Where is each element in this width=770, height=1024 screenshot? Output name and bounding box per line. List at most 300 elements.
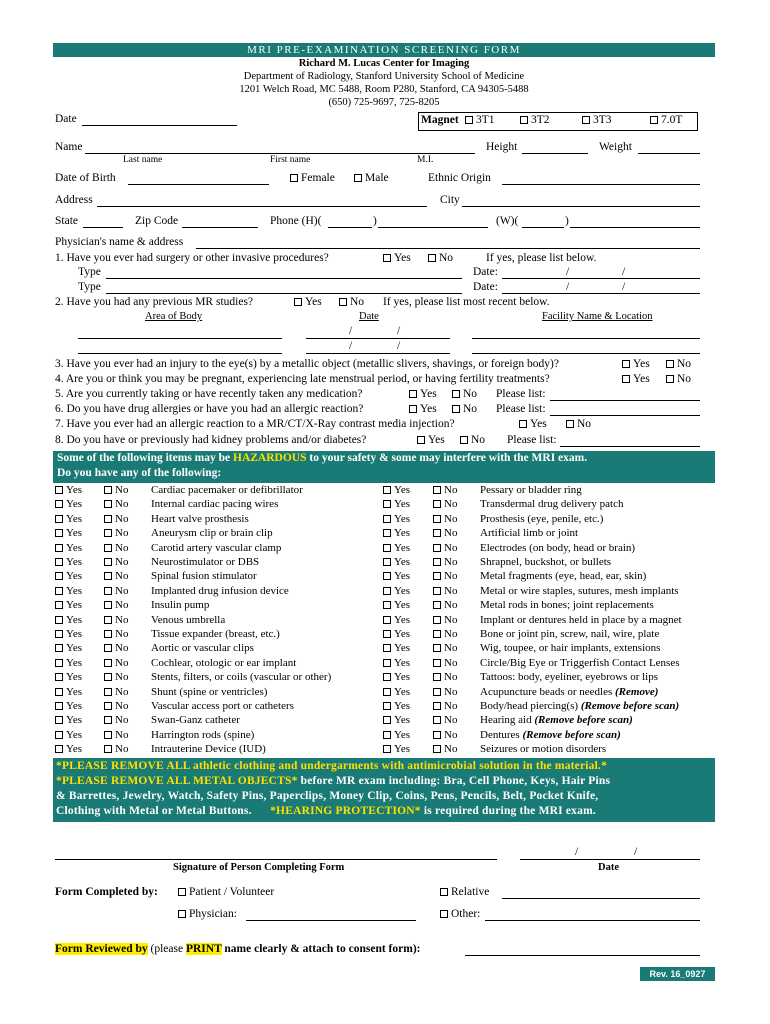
- q1-type2-label: Type: [78, 281, 101, 293]
- checkbox-icon: [622, 360, 630, 368]
- checkbox-icon: [104, 630, 112, 638]
- hazard-item-note: (Remove before scan): [534, 714, 633, 727]
- checkbox-icon: [383, 587, 391, 595]
- checkbox-icon: [104, 659, 112, 667]
- checkbox-icon: [409, 405, 417, 413]
- yes-checkbox[interactable]: Yes: [383, 542, 410, 554]
- q5-no[interactable]: No: [452, 388, 477, 400]
- hazard-item-label: Transdermal drug delivery patch: [480, 498, 624, 511]
- yes-checkbox[interactable]: Yes: [383, 484, 410, 496]
- checkbox-icon: [104, 572, 112, 580]
- notice-line4: Clothing with Metal or Metal Buttons. *HEARING PROTECTION* is required during the MRI exam.: [56, 805, 596, 817]
- q1-type1-field[interactable]: [106, 278, 462, 279]
- hazard-banner: [53, 451, 715, 483]
- no-checkbox[interactable]: No: [104, 642, 128, 654]
- yes-checkbox[interactable]: Yes: [383, 743, 410, 755]
- hazard-item-label: Artificial limb or joint: [480, 527, 579, 540]
- yes-checkbox[interactable]: Yes: [383, 642, 410, 654]
- checkbox-icon: [104, 558, 112, 566]
- yes-checkbox[interactable]: Yes: [383, 700, 410, 712]
- checkbox-icon: [383, 515, 391, 523]
- center-address: 1201 Welch Road, MC 5488, Room P280, Stanford, CA 94305-5488: [239, 84, 529, 95]
- checkbox-icon: [452, 390, 460, 398]
- q1-date2-label: Date:: [473, 281, 498, 293]
- checkbox-icon: [55, 486, 63, 494]
- checkbox-icon: [383, 659, 391, 667]
- notice-line1: *PLEASE REMOVE ALL athletic clothing and undergarments with antimicrobial solution in the material.*: [56, 760, 608, 772]
- q5-text: 5. Are you currently taking or have recently taken any medication?: [55, 388, 363, 400]
- other-field[interactable]: [485, 920, 700, 921]
- slash: /: [397, 325, 401, 337]
- no-checkbox[interactable]: No: [104, 513, 128, 525]
- department: Department of Radiology, Stanford University School of Medicine: [243, 71, 525, 82]
- checkbox-icon: [104, 500, 112, 508]
- no-checkbox[interactable]: No: [433, 614, 457, 626]
- q1-followup: If yes, please list below.: [486, 252, 597, 264]
- no-checkbox[interactable]: No: [433, 686, 457, 698]
- hazard-item-note: (Remove before scan): [580, 700, 680, 712]
- yes-checkbox[interactable]: Yes: [55, 542, 82, 554]
- center-name: Richard M. Lucas Center for Imaging: [298, 58, 470, 69]
- no-checkbox[interactable]: No: [433, 714, 457, 726]
- q4-yes[interactable]: Yes: [622, 373, 650, 385]
- checkbox-icon: [383, 688, 391, 696]
- checkbox-icon: [428, 254, 436, 262]
- yes-checkbox[interactable]: Yes: [55, 484, 82, 496]
- yes-checkbox[interactable]: Yes: [55, 556, 82, 568]
- q2-date1-field[interactable]: [306, 338, 450, 339]
- q6-yes[interactable]: Yes: [409, 403, 437, 415]
- q4-text: 4. Are you or think you may be pregnant, experiencing late menstrual period, or having fertility treatments?: [55, 373, 550, 385]
- q8-list-field[interactable]: [560, 446, 700, 447]
- yes-checkbox[interactable]: Yes: [55, 513, 82, 525]
- no-checkbox[interactable]: No: [433, 556, 457, 568]
- q2-area2-field[interactable]: [78, 353, 282, 354]
- hazard-item-label: Prosthesis (eye, penile, etc.): [480, 512, 604, 525]
- hazard-item-label: Insulin pump: [151, 599, 210, 612]
- revision-badge: Rev. 16_0927: [640, 967, 715, 981]
- q2-area1-field[interactable]: [78, 338, 282, 339]
- q6-list-label: Please list:: [496, 403, 546, 415]
- q2-yes[interactable]: Yes: [294, 296, 322, 308]
- checkbox-icon: [55, 544, 63, 552]
- no-checkbox[interactable]: No: [104, 570, 128, 582]
- q1-date2-field[interactable]: [502, 293, 700, 294]
- q4-no[interactable]: No: [666, 373, 691, 385]
- checkbox-icon: [433, 630, 441, 638]
- phone-h-close: ): [373, 215, 377, 227]
- checkbox-icon: [433, 745, 441, 753]
- checkbox-icon: [339, 298, 347, 306]
- checkbox-icon: [104, 745, 112, 753]
- q1-no[interactable]: No: [428, 252, 453, 264]
- checkbox-icon: [383, 616, 391, 624]
- checkbox-icon: [440, 910, 448, 918]
- magnet-3t3[interactable]: 3T3: [582, 114, 612, 126]
- checkbox-icon: [383, 630, 391, 638]
- hazard-item-label: Implant or dentures held in place by a magnet: [480, 613, 682, 626]
- checkbox-icon: [433, 500, 441, 508]
- last-name-label: Last name: [123, 155, 163, 165]
- checkbox-icon: [383, 644, 391, 652]
- checkbox-icon: [55, 688, 63, 696]
- checkbox-icon: [383, 572, 391, 580]
- checkbox-icon: [433, 716, 441, 724]
- hazard-item-label: Swan-Ganz catheter: [151, 714, 240, 727]
- yes-checkbox[interactable]: Yes: [383, 714, 410, 726]
- physician-signature-field[interactable]: [246, 920, 416, 921]
- hazard-item-label: Spinal fusion stimulator: [151, 570, 257, 583]
- ethnic-label: Ethnic Origin: [428, 172, 491, 184]
- signature-date-field[interactable]: [520, 859, 700, 860]
- checkbox-icon: [433, 544, 441, 552]
- hazard-item-label: Heart valve prosthesis: [151, 512, 249, 525]
- yes-checkbox[interactable]: Yes: [383, 556, 410, 568]
- q2-followup: If yes, please list most recent below.: [383, 296, 550, 308]
- checkbox-icon: [452, 405, 460, 413]
- checkbox-icon: [433, 659, 441, 667]
- checkbox-icon: [55, 659, 63, 667]
- yes-checkbox[interactable]: Yes: [55, 743, 82, 755]
- first-name-label: First name: [270, 155, 311, 165]
- center-phone: (650) 725-9697, 725-8205: [328, 97, 440, 108]
- hazard-item-label: Aneurysm clip or brain clip: [151, 527, 273, 540]
- checkbox-icon: [433, 673, 441, 681]
- physician-field[interactable]: [196, 248, 700, 249]
- q7-no[interactable]: No: [566, 418, 591, 430]
- phone-h-label: Phone (H)(: [270, 215, 322, 227]
- hazard-item-note: (Remove before scan): [522, 728, 621, 741]
- checkbox-icon: [465, 116, 473, 124]
- yes-checkbox[interactable]: Yes: [55, 585, 82, 597]
- checkbox-icon: [55, 616, 63, 624]
- no-checkbox[interactable]: No: [433, 657, 457, 669]
- slash: /: [575, 846, 579, 858]
- checkbox-icon: [433, 572, 441, 580]
- no-checkbox[interactable]: No: [433, 671, 457, 683]
- q2-facility1-field[interactable]: [472, 338, 700, 339]
- yes-checkbox[interactable]: Yes: [383, 628, 410, 640]
- mi-label: M.I.: [417, 155, 434, 165]
- state-field[interactable]: [83, 227, 123, 228]
- address-field[interactable]: [97, 206, 427, 207]
- dob-field[interactable]: [128, 184, 269, 185]
- checkbox-icon: [433, 486, 441, 494]
- no-checkbox[interactable]: No: [433, 729, 457, 741]
- yes-checkbox[interactable]: Yes: [55, 671, 82, 683]
- hazard-item-label: Seizures or motion disorders: [480, 743, 607, 756]
- hazard-item-label: Vascular access port or catheters: [151, 700, 294, 712]
- yes-checkbox[interactable]: Yes: [55, 700, 82, 712]
- no-checkbox[interactable]: No: [104, 700, 128, 712]
- magnet-3t1[interactable]: 3T1: [465, 114, 495, 126]
- physician-label: Physician's name & address: [55, 236, 184, 248]
- hazard-item-label: Harrington rods (spine): [151, 728, 255, 741]
- no-checkbox[interactable]: No: [104, 542, 128, 554]
- checkbox-icon: [650, 116, 658, 124]
- no-checkbox[interactable]: No: [104, 743, 128, 755]
- reviewed-by-field[interactable]: [465, 955, 700, 956]
- yes-checkbox[interactable]: Yes: [55, 498, 82, 510]
- yes-checkbox[interactable]: Yes: [383, 671, 410, 683]
- checkbox-icon: [520, 116, 528, 124]
- no-checkbox[interactable]: No: [433, 542, 457, 554]
- checkbox-icon: [104, 486, 112, 494]
- checkbox-icon: [440, 888, 448, 896]
- yes-checkbox[interactable]: Yes: [383, 729, 410, 741]
- hazard-item-label: Circle/Big Eye or Triggerfish Contact Lenses: [480, 656, 680, 669]
- hazard-item-label: Shrapnel, buckshot, or bullets: [480, 556, 612, 568]
- no-checkbox[interactable]: No: [104, 628, 128, 640]
- weight-field[interactable]: [638, 153, 700, 154]
- checkbox-icon: [433, 587, 441, 595]
- relative-field[interactable]: [502, 898, 700, 899]
- q6-no[interactable]: No: [452, 403, 477, 415]
- checkbox-icon: [383, 529, 391, 537]
- checkbox-icon: [383, 544, 391, 552]
- magnet-label: Magnet: [421, 114, 459, 126]
- no-checkbox[interactable]: No: [104, 585, 128, 597]
- checkbox-icon: [55, 630, 63, 638]
- yes-checkbox[interactable]: Yes: [55, 642, 82, 654]
- hazard-item-label: Tissue expander (breast, etc.): [151, 628, 280, 640]
- phone-w-field[interactable]: [570, 227, 700, 228]
- q2-date2-field[interactable]: [306, 353, 450, 354]
- no-checkbox[interactable]: No: [433, 700, 457, 712]
- hazard-item-label: Electrodes (on body, head or brain): [480, 541, 636, 554]
- hazard-item-label: Hearing aid (Remove before scan): [480, 714, 633, 727]
- female-option[interactable]: Female: [290, 172, 335, 184]
- checkbox-icon: [178, 910, 186, 918]
- checkbox-icon: [417, 436, 425, 444]
- hazard-item-label: Metal or wire staples, sutures, mesh implants: [480, 584, 679, 597]
- checkbox-icon: [460, 436, 468, 444]
- q5-yes[interactable]: Yes: [409, 388, 437, 400]
- yes-checkbox[interactable]: Yes: [55, 628, 82, 640]
- yes-checkbox[interactable]: Yes: [55, 657, 82, 669]
- q7-text: 7. Have you ever had an allergic reaction to a MR/CT/X-Ray contrast media injection?: [55, 418, 455, 430]
- no-checkbox[interactable]: No: [104, 729, 128, 741]
- no-checkbox[interactable]: No: [433, 642, 457, 654]
- checkbox-icon: [383, 558, 391, 566]
- yes-checkbox[interactable]: Yes: [383, 585, 410, 597]
- q2-facility2-field[interactable]: [472, 353, 700, 354]
- checkbox-icon: [383, 716, 391, 724]
- physician-option[interactable]: Physician:: [178, 908, 237, 920]
- q1-date1-field[interactable]: [502, 278, 700, 279]
- q6-list-field[interactable]: [550, 415, 700, 416]
- hazard-item-label: Aortic or vascular clips: [151, 642, 254, 655]
- checkbox-icon: [622, 375, 630, 383]
- slash: /: [566, 266, 570, 278]
- no-checkbox[interactable]: No: [433, 628, 457, 640]
- yes-checkbox[interactable]: Yes: [383, 686, 410, 698]
- yes-checkbox[interactable]: Yes: [383, 599, 410, 611]
- hazard-item-label: Dentures (Remove before scan): [480, 728, 621, 741]
- q2-no[interactable]: No: [339, 296, 364, 308]
- state-label: State: [55, 215, 78, 227]
- phone-w-label: (W)(: [496, 215, 519, 227]
- q2-col-facility: Facility Name & Location: [542, 311, 653, 322]
- checkbox-icon: [104, 544, 112, 552]
- hazard-item-label: Bone or joint pin, screw, nail, wire, plate: [480, 628, 660, 640]
- no-checkbox[interactable]: No: [104, 614, 128, 626]
- checkbox-icon: [433, 644, 441, 652]
- checkbox-icon: [383, 601, 391, 609]
- no-checkbox[interactable]: No: [104, 599, 128, 611]
- hazard-item-label: Neurostimulator or DBS: [151, 556, 260, 568]
- checkbox-icon: [55, 558, 63, 566]
- signature-date-label: Date: [598, 862, 619, 873]
- city-field[interactable]: [462, 206, 700, 207]
- q2-col-date: Date: [359, 311, 379, 322]
- q3-no[interactable]: No: [666, 358, 691, 370]
- checkbox-icon: [55, 529, 63, 537]
- checkbox-icon: [104, 601, 112, 609]
- yes-checkbox[interactable]: Yes: [55, 570, 82, 582]
- checkbox-icon: [433, 616, 441, 624]
- hazard-line2: Do you have any of the following:: [57, 467, 222, 479]
- checkbox-icon: [104, 702, 112, 710]
- no-checkbox[interactable]: No: [104, 498, 128, 510]
- checkbox-icon: [666, 375, 674, 383]
- hazard-item-label: Tattoos: body, eyeliner, eyebrows or lips: [480, 671, 659, 684]
- phone-w-area[interactable]: [522, 227, 564, 228]
- no-checkbox[interactable]: No: [104, 556, 128, 568]
- magnet-7t[interactable]: 7.0T: [650, 114, 682, 126]
- relative-option[interactable]: Relative: [440, 886, 489, 898]
- male-option[interactable]: Male: [354, 172, 389, 184]
- no-checkbox[interactable]: No: [433, 585, 457, 597]
- q7-yes[interactable]: Yes: [519, 418, 547, 430]
- yes-checkbox[interactable]: Yes: [383, 657, 410, 669]
- reviewed-by-label: Form Reviewed by (please PRINT name clearly & attach to consent form):: [55, 943, 421, 955]
- q1-date1-label: Date:: [473, 266, 498, 278]
- slash: /: [622, 281, 626, 293]
- checkbox-icon: [55, 515, 63, 523]
- yes-checkbox[interactable]: Yes: [383, 498, 410, 510]
- checkbox-icon: [383, 702, 391, 710]
- hazard-item-label: Wig, toupee, or hair implants, extensions: [480, 642, 661, 655]
- hazard-item-label: Metal rods in bones; joint replacements: [480, 599, 654, 612]
- no-checkbox[interactable]: No: [104, 671, 128, 683]
- height-field[interactable]: [522, 153, 588, 154]
- date-field[interactable]: [82, 125, 237, 126]
- q2-col-area: Area of Body: [145, 311, 203, 322]
- q1-type2-field[interactable]: [106, 293, 462, 294]
- checkbox-icon: [582, 116, 590, 124]
- address-label: Address: [55, 194, 93, 206]
- no-checkbox[interactable]: No: [104, 484, 128, 496]
- yes-checkbox[interactable]: Yes: [383, 570, 410, 582]
- phone-h-field[interactable]: [378, 227, 488, 228]
- hazard-item-label: Cardiac pacemaker or defibrillator: [151, 484, 303, 496]
- magnet-3t2[interactable]: 3T2: [520, 114, 550, 126]
- no-checkbox[interactable]: No: [433, 743, 457, 755]
- checkbox-icon: [383, 486, 391, 494]
- q8-text: 8. Do you have or previously had kidney problems and/or diabetes?: [55, 434, 367, 446]
- yes-checkbox[interactable]: Yes: [55, 599, 82, 611]
- no-checkbox[interactable]: No: [104, 714, 128, 726]
- checkbox-icon: [55, 731, 63, 739]
- hazard-item-label: Metal fragments (eye, head, ear, skin): [480, 570, 647, 583]
- q1-type1-label: Type: [78, 266, 101, 278]
- patient-option[interactable]: Patient / Volunteer: [178, 886, 274, 898]
- q3-yes[interactable]: Yes: [622, 358, 650, 370]
- no-checkbox[interactable]: No: [433, 484, 457, 496]
- no-checkbox[interactable]: No: [104, 527, 128, 539]
- hazard-line1: Some of the following items may be HAZARDOUS to your safety & some may interfere with the MRI exam.: [57, 452, 588, 464]
- signature-field[interactable]: [55, 859, 497, 860]
- no-checkbox[interactable]: No: [433, 599, 457, 611]
- signature-label: Signature of Person Completing Form: [173, 862, 345, 873]
- zip-label: Zip Code: [135, 215, 179, 227]
- other-option[interactable]: Other:: [440, 908, 480, 920]
- q1-yes[interactable]: Yes: [383, 252, 411, 264]
- yes-checkbox[interactable]: Yes: [55, 729, 82, 741]
- no-checkbox[interactable]: No: [433, 527, 457, 539]
- checkbox-icon: [294, 298, 302, 306]
- checkbox-icon: [104, 673, 112, 681]
- checkbox-icon: [519, 420, 527, 428]
- q2-text: 2. Have you had any previous MR studies?: [55, 296, 254, 308]
- q5-list-field[interactable]: [550, 400, 700, 401]
- hazard-item-label: Intrauterine Device (IUD): [151, 743, 266, 756]
- hazard-item-label: Venous umbrella: [151, 613, 226, 626]
- phone-h-area[interactable]: [328, 227, 372, 228]
- name-field[interactable]: [85, 153, 475, 154]
- yes-checkbox[interactable]: Yes: [55, 714, 82, 726]
- yes-checkbox[interactable]: Yes: [55, 527, 82, 539]
- yes-checkbox[interactable]: Yes: [55, 686, 82, 698]
- form-title: MRI PRE-EXAMINATION SCREENING FORM: [53, 43, 715, 57]
- checkbox-icon: [383, 500, 391, 508]
- yes-checkbox[interactable]: Yes: [383, 513, 410, 525]
- slash: /: [634, 846, 638, 858]
- checkbox-icon: [55, 673, 63, 681]
- zip-field[interactable]: [182, 227, 258, 228]
- no-checkbox[interactable]: No: [433, 513, 457, 525]
- hazard-item-label: Shunt (spine or ventricles): [151, 685, 268, 698]
- checkbox-icon: [55, 601, 63, 609]
- checkbox-icon: [104, 731, 112, 739]
- checkbox-icon: [354, 174, 362, 182]
- slash: /: [566, 281, 570, 293]
- slash: /: [349, 340, 353, 352]
- phone-w-close: ): [565, 215, 569, 227]
- no-checkbox[interactable]: No: [433, 498, 457, 510]
- hazard-item-label: Internal cardiac pacing wires: [151, 498, 279, 511]
- no-checkbox[interactable]: No: [433, 570, 457, 582]
- checkbox-icon: [383, 745, 391, 753]
- yes-checkbox[interactable]: Yes: [383, 614, 410, 626]
- completed-by-label: Form Completed by:: [55, 886, 158, 898]
- q8-list-label: Please list:: [507, 434, 557, 446]
- no-checkbox[interactable]: No: [104, 657, 128, 669]
- yes-checkbox[interactable]: Yes: [55, 614, 82, 626]
- checkbox-icon: [433, 688, 441, 696]
- no-checkbox[interactable]: No: [104, 686, 128, 698]
- checkbox-icon: [55, 702, 63, 710]
- ethnic-field[interactable]: [502, 184, 700, 185]
- q8-no[interactable]: No: [460, 434, 485, 446]
- checkbox-icon: [55, 587, 63, 595]
- yes-checkbox[interactable]: Yes: [383, 527, 410, 539]
- q8-yes[interactable]: Yes: [417, 434, 445, 446]
- checkbox-icon: [433, 529, 441, 537]
- hazard-item-label: Acupuncture beads or needles (Remove): [480, 685, 659, 698]
- checkbox-icon: [104, 587, 112, 595]
